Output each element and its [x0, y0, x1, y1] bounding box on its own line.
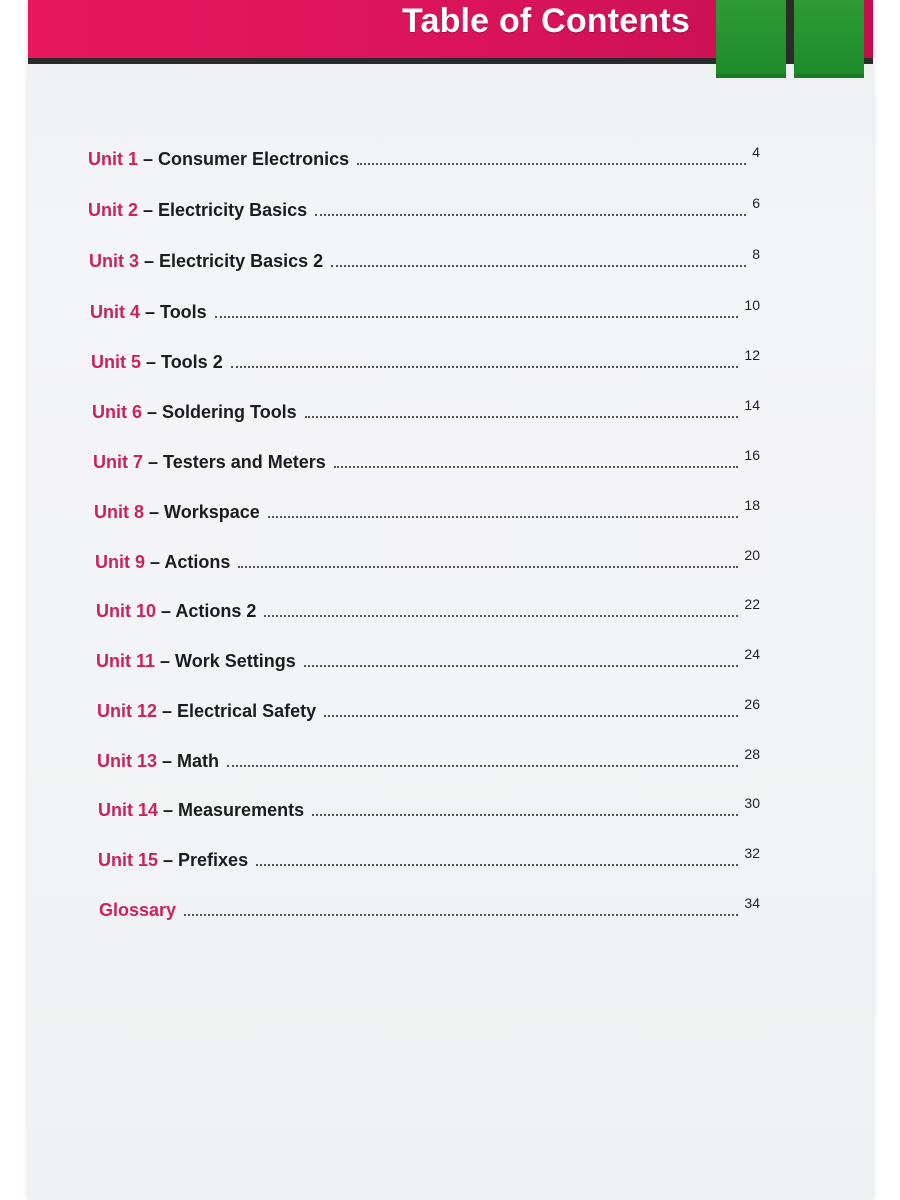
- page-number: 34: [744, 895, 760, 911]
- dot-leader: [324, 714, 738, 717]
- toc-entry-unit-3[interactable]: [89, 242, 760, 272]
- dot-leader: [312, 813, 738, 816]
- unit-number: Unit 13: [97, 751, 158, 771]
- toc-entry-label: [98, 800, 304, 821]
- dot-leader: [264, 614, 738, 617]
- toc-entry-label: [90, 302, 207, 323]
- unit-number: Unit 4: [90, 302, 141, 322]
- toc-entry-unit-13[interactable]: [97, 742, 760, 772]
- toc-entry-label: [88, 149, 349, 170]
- unit-title: Electricity Basics 2: [159, 251, 324, 271]
- page-number: 8: [752, 246, 760, 262]
- dot-leader: [238, 565, 738, 568]
- separator: –: [157, 751, 178, 771]
- unit-number: Unit 12: [97, 701, 158, 721]
- page-number: 28: [744, 746, 760, 762]
- unit-title: Actions 2: [175, 601, 257, 621]
- toc-entry-label: [96, 651, 296, 672]
- toc-entry-label: [91, 352, 223, 373]
- page-number: 22: [744, 596, 760, 612]
- separator: –: [141, 352, 162, 372]
- page-number: 26: [744, 696, 760, 712]
- toc-entry-label: [97, 701, 316, 722]
- glossary-label: Glossary: [99, 900, 177, 920]
- dot-leader: [357, 162, 746, 165]
- toc-entry-label: [96, 601, 256, 622]
- dot-leader: [305, 415, 739, 418]
- dot-leader: [227, 764, 738, 767]
- toc-entry-label: [95, 552, 230, 573]
- separator: –: [143, 452, 164, 472]
- unit-number: Unit 14: [98, 800, 159, 820]
- unit-number: Unit 2: [88, 200, 139, 220]
- dot-leader: [334, 465, 739, 468]
- dot-leader: [331, 264, 746, 267]
- page-title: Table of Contents: [402, 2, 690, 40]
- page-number: 30: [744, 795, 760, 811]
- toc-entry-label: [89, 251, 323, 272]
- separator: –: [140, 302, 161, 322]
- page-number: 14: [744, 397, 760, 413]
- separator: –: [156, 601, 176, 621]
- page-number: 20: [744, 547, 760, 563]
- unit-title: Consumer Electronics: [158, 149, 350, 169]
- page-number: 32: [744, 845, 760, 861]
- unit-number: Unit 1: [88, 149, 139, 169]
- toc-entry-unit-2[interactable]: [88, 191, 760, 221]
- separator: –: [157, 701, 178, 721]
- unit-title: Math: [177, 751, 220, 771]
- separator: –: [144, 502, 165, 522]
- separator: –: [158, 800, 179, 820]
- unit-title: Electrical Safety: [177, 701, 317, 721]
- unit-title: Actions: [164, 552, 231, 572]
- separator: –: [145, 552, 165, 572]
- page-number: 12: [744, 347, 760, 363]
- unit-number: Unit 8: [94, 502, 145, 522]
- unit-number: Unit 3: [89, 251, 140, 271]
- separator: –: [155, 651, 176, 671]
- unit-number: Unit 5: [91, 352, 142, 372]
- dot-leader: [268, 515, 739, 518]
- separator: –: [138, 200, 159, 220]
- green-tab-right: [794, 0, 864, 78]
- dot-leader: [256, 863, 738, 866]
- separator: –: [158, 850, 179, 870]
- toc-entry-unit-1[interactable]: [88, 140, 760, 170]
- unit-title: Electricity Basics: [158, 200, 308, 220]
- dot-leader: [231, 365, 739, 368]
- page-number: 24: [744, 646, 760, 662]
- unit-number: Unit 6: [92, 402, 143, 422]
- unit-title: Tools 2: [161, 352, 223, 372]
- toc-entry-glossary[interactable]: [99, 891, 760, 921]
- unit-number: Unit 9: [95, 552, 146, 572]
- page-number: 10: [744, 297, 760, 313]
- toc-entry-unit-7[interactable]: [93, 443, 760, 473]
- separator: –: [142, 402, 163, 422]
- unit-title: Prefixes: [178, 850, 249, 870]
- separator: –: [139, 251, 160, 271]
- dot-leader: [184, 913, 738, 916]
- unit-number: Unit 11: [96, 651, 156, 671]
- toc-entry-label: [92, 402, 297, 423]
- toc-entry-label: [88, 200, 307, 221]
- toc-entry-unit-9[interactable]: [95, 543, 760, 573]
- unit-title: Measurements: [178, 800, 305, 820]
- unit-number: Unit 7: [93, 452, 144, 472]
- unit-number: Unit 15: [98, 850, 159, 870]
- toc-entry-unit-15[interactable]: [98, 841, 760, 871]
- page-number: 6: [752, 195, 760, 211]
- unit-title: Work Settings: [175, 651, 296, 671]
- toc-entry-unit-11[interactable]: [96, 642, 760, 672]
- page-number: 4: [752, 144, 760, 160]
- unit-title: Soldering Tools: [162, 402, 297, 422]
- toc-entry-label: [97, 751, 219, 772]
- toc-entry-unit-12[interactable]: [97, 692, 760, 722]
- separator: –: [138, 149, 159, 169]
- toc-entry-unit-8[interactable]: [94, 493, 760, 523]
- dot-leader: [315, 213, 746, 216]
- toc-entry-unit-6[interactable]: [92, 393, 760, 423]
- green-tab-left: [716, 0, 786, 78]
- dot-leader: [304, 664, 739, 667]
- toc-entry-unit-4[interactable]: [90, 293, 760, 323]
- page-number: 18: [744, 497, 760, 513]
- unit-title: Tools: [160, 302, 207, 322]
- page-number: 16: [744, 447, 760, 463]
- unit-title: Testers and Meters: [163, 452, 326, 472]
- toc-entry-label: [98, 850, 248, 871]
- unit-title: Workspace: [164, 502, 260, 522]
- toc-entry-unit-10[interactable]: [96, 592, 760, 622]
- unit-number: Unit 10: [96, 601, 157, 621]
- header-tab-divider: [786, 0, 794, 62]
- toc-entry-label: [94, 502, 260, 523]
- toc-entry-unit-14[interactable]: [98, 791, 760, 821]
- dot-leader: [215, 315, 739, 318]
- toc-entry-unit-5[interactable]: [91, 343, 760, 373]
- toc-entry-label: [93, 452, 326, 473]
